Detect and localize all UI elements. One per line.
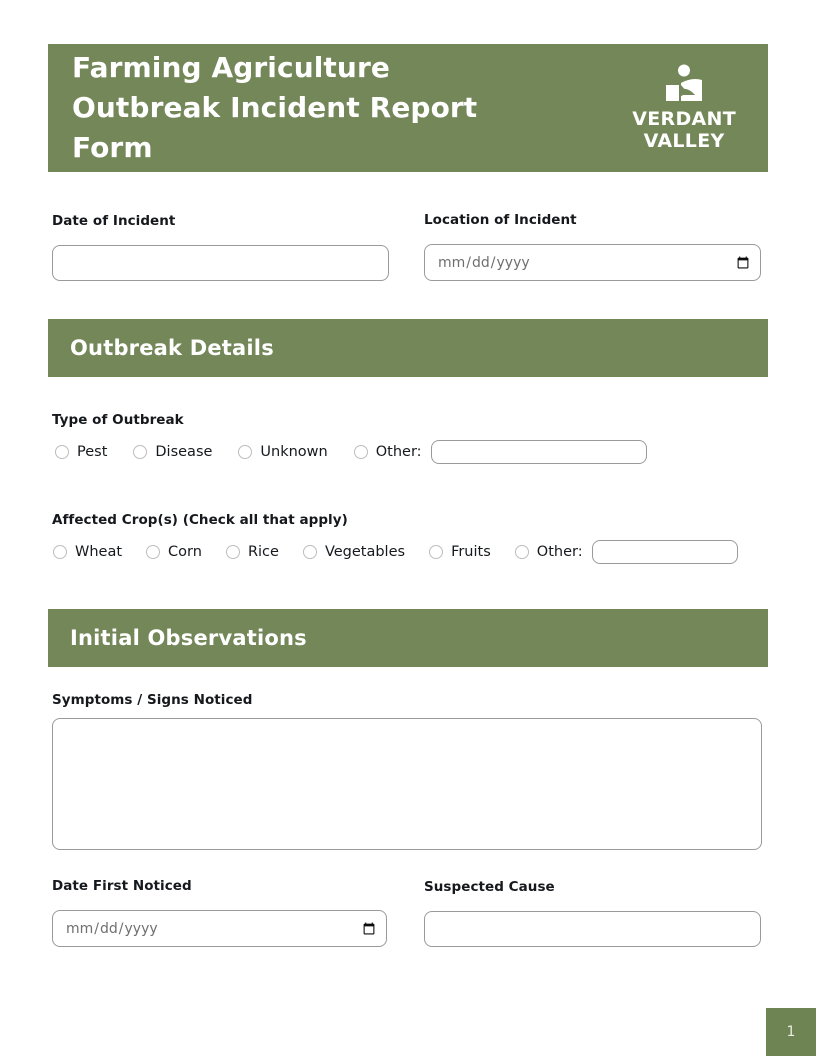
option-disease[interactable] (133, 444, 212, 460)
option-other-label: Other: (375, 444, 422, 460)
option-wheat[interactable] (53, 544, 122, 560)
radio-icon[interactable] (226, 545, 240, 559)
brand-logo (632, 63, 736, 153)
option-fruits[interactable] (429, 544, 491, 560)
radio-icon[interactable] (53, 545, 67, 559)
date-of-incident-label: Date of Incident (52, 213, 176, 229)
brand-name-line-2: VALLEY (643, 130, 725, 152)
affected-crops-label: Affected Crop(s) (Check all that apply) (52, 512, 348, 528)
date-first-noticed-label: Date First Noticed (52, 878, 192, 894)
option-wheat-label: Wheat (75, 544, 123, 560)
radio-icon[interactable] (55, 445, 69, 459)
option-corn[interactable] (146, 544, 202, 560)
page-number: 1 (786, 1024, 796, 1040)
section-outbreak-details-title: Outbreak Details (70, 336, 274, 360)
radio-icon[interactable] (429, 545, 443, 559)
type-of-outbreak-other-input[interactable] (431, 440, 647, 464)
date-of-incident-input[interactable] (52, 245, 389, 281)
page-title: Farming Agriculture Outbreak Incident Report Form (72, 51, 478, 164)
option-vegetables[interactable] (303, 544, 405, 560)
type-of-outbreak-options (55, 440, 647, 464)
form-header (48, 44, 768, 172)
radio-icon[interactable] (133, 445, 147, 459)
radio-icon[interactable] (146, 545, 160, 559)
location-of-incident-date-input[interactable] (424, 244, 761, 281)
symptoms-textarea[interactable] (52, 718, 762, 850)
option-corn-label: Corn (168, 544, 202, 560)
option-crops-other[interactable] (515, 540, 738, 564)
section-initial-observations (48, 609, 768, 667)
option-unknown[interactable] (238, 444, 327, 460)
radio-icon[interactable] (238, 445, 252, 459)
option-crops-other-label: Other: (536, 544, 583, 560)
option-fruits-label: Fruits (451, 544, 491, 560)
option-rice[interactable] (226, 544, 279, 560)
option-unknown-label: Unknown (260, 444, 328, 460)
suspected-cause-input[interactable] (424, 911, 761, 947)
location-of-incident-label: Location of Incident (424, 212, 577, 228)
radio-icon[interactable] (515, 545, 529, 559)
affected-crops-options (53, 540, 738, 564)
affected-crops-other-input[interactable] (592, 540, 738, 564)
date-first-noticed-input[interactable] (52, 910, 387, 947)
brand-name-line-1: VERDANT (632, 108, 736, 131)
radio-icon[interactable] (354, 445, 368, 459)
option-rice-label: Rice (247, 544, 279, 560)
option-disease-label: Disease (155, 444, 213, 460)
type-of-outbreak-label: Type of Outbreak (52, 412, 184, 428)
option-vegetables-label: Vegetables (324, 544, 406, 560)
suspected-cause-label: Suspected Cause (424, 879, 555, 895)
option-pest[interactable] (55, 444, 107, 460)
section-outbreak-details (48, 319, 768, 377)
radio-icon[interactable] (303, 545, 317, 559)
section-initial-observations-title: Initial Observations (70, 626, 307, 650)
option-pest-label: Pest (77, 444, 108, 460)
symptoms-label: Symptoms / Signs Noticed (52, 692, 253, 708)
page-number-badge (766, 1008, 816, 1056)
sun-over-field-icon (660, 63, 708, 107)
option-other[interactable] (354, 440, 647, 464)
